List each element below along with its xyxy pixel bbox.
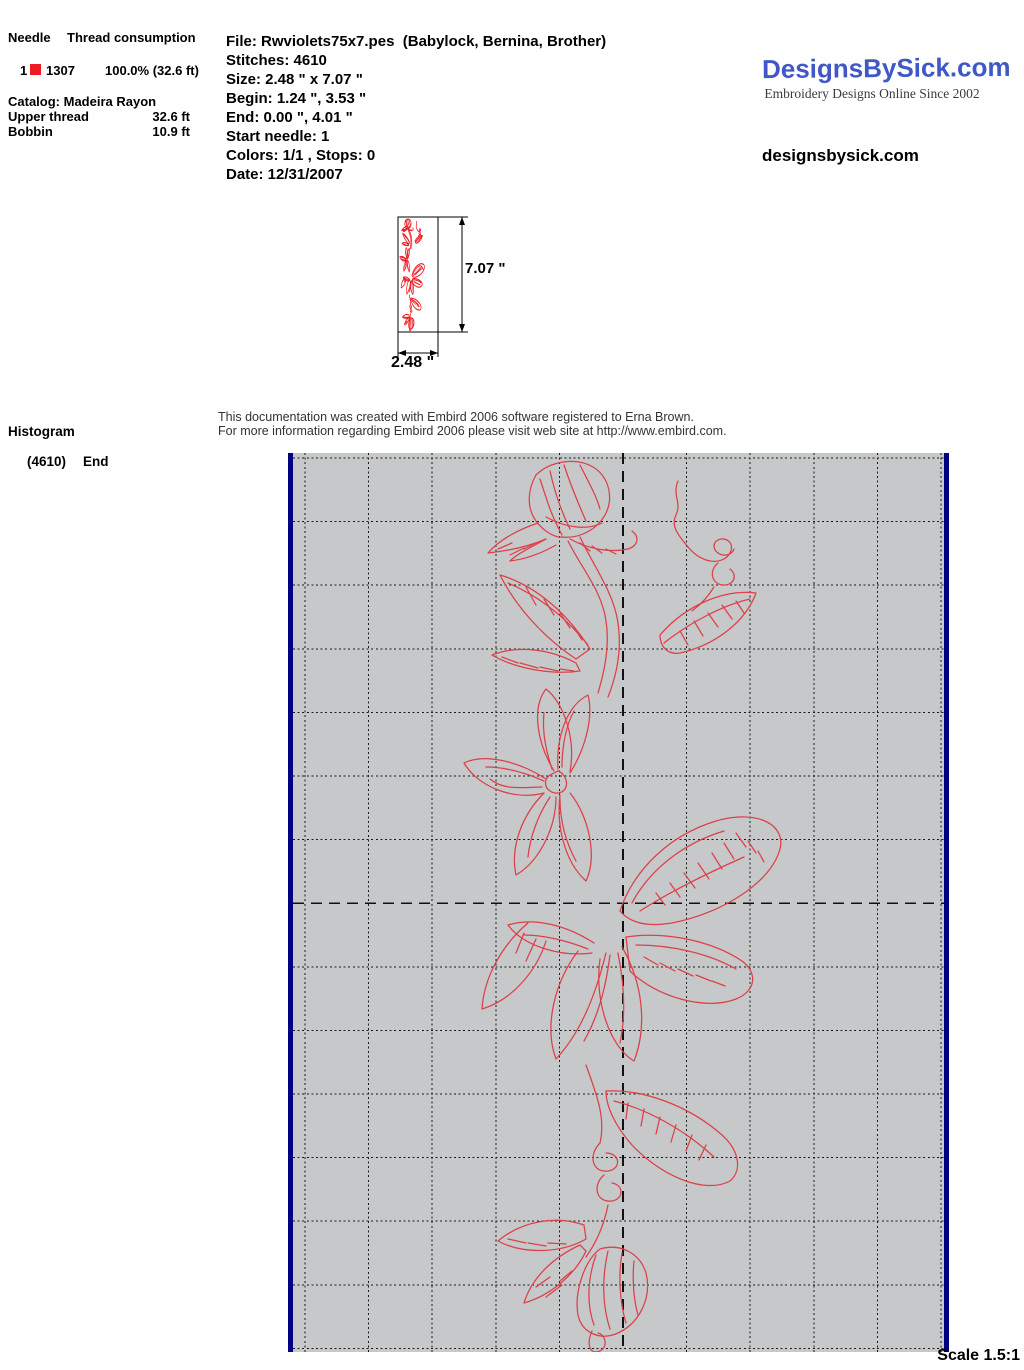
bobbin-label: Bobbin bbox=[8, 124, 53, 139]
needle-number: 1 bbox=[20, 63, 28, 78]
histogram-end-label: End bbox=[83, 454, 109, 469]
histogram-title: Histogram bbox=[8, 424, 75, 439]
file-name-line: File: Rwviolets75x7.pes (Babylock, Bernina, Brother) bbox=[226, 33, 607, 50]
bobbin-row bbox=[8, 124, 190, 139]
colors-stops-line: Colors: 1/1 , Stops: 0 bbox=[226, 147, 376, 164]
upper-thread-label: Upper thread bbox=[8, 109, 89, 124]
start-needle-line: Start needle: 1 bbox=[226, 128, 330, 145]
thread-consumption-header: Thread consumption bbox=[67, 30, 196, 45]
scale-label: Scale 1.5:1 bbox=[937, 1347, 1020, 1364]
thread-code: 1307 bbox=[46, 63, 75, 78]
catalog-label: Catalog: Madeira Rayon bbox=[8, 94, 157, 109]
end-line: End: 0.00 ", 4.01 " bbox=[226, 109, 353, 126]
designsbysick-logo: DesignsBySick.com bbox=[761, 51, 1011, 85]
width-dimension-label: 2.48 " bbox=[391, 354, 435, 371]
upper-thread-row bbox=[8, 109, 190, 124]
height-dimension-label: 7.07 " bbox=[465, 260, 506, 277]
date-line: Date: 12/31/2007 bbox=[226, 166, 343, 183]
stitch-preview-grid bbox=[288, 453, 949, 1352]
embird-note-line2: For more information regarding Embird 2006 please visit web site at http://www.embird.com. bbox=[218, 424, 727, 438]
hoop-right-border bbox=[944, 453, 949, 1352]
logo-tagline: Embroidery Designs Online Since 2002 bbox=[764, 86, 980, 101]
embird-note-line1: This documentation was created with Embird 2006 software registered to Erna Brown. bbox=[218, 410, 694, 424]
begin-line: Begin: 1.24 ", 3.53 " bbox=[226, 90, 367, 107]
histogram-stitch-count: (4610) bbox=[27, 454, 67, 469]
needle-column-header: Needle bbox=[8, 30, 51, 45]
website-text: designsbysick.com bbox=[762, 146, 919, 165]
file-info-block bbox=[226, 32, 606, 184]
thread-color-swatch bbox=[30, 64, 41, 75]
hoop-left-border bbox=[288, 453, 293, 1352]
thread-usage: 100.0% (32.6 ft) bbox=[105, 63, 199, 78]
bobbin-value: 10.9 ft bbox=[152, 124, 190, 139]
needle-row bbox=[8, 63, 220, 77]
size-line: Size: 2.48 " x 7.07 " bbox=[226, 71, 363, 88]
upper-thread-value: 32.6 ft bbox=[152, 109, 190, 124]
embird-note bbox=[218, 410, 727, 438]
stitches-line: Stitches: 4610 bbox=[226, 52, 327, 69]
